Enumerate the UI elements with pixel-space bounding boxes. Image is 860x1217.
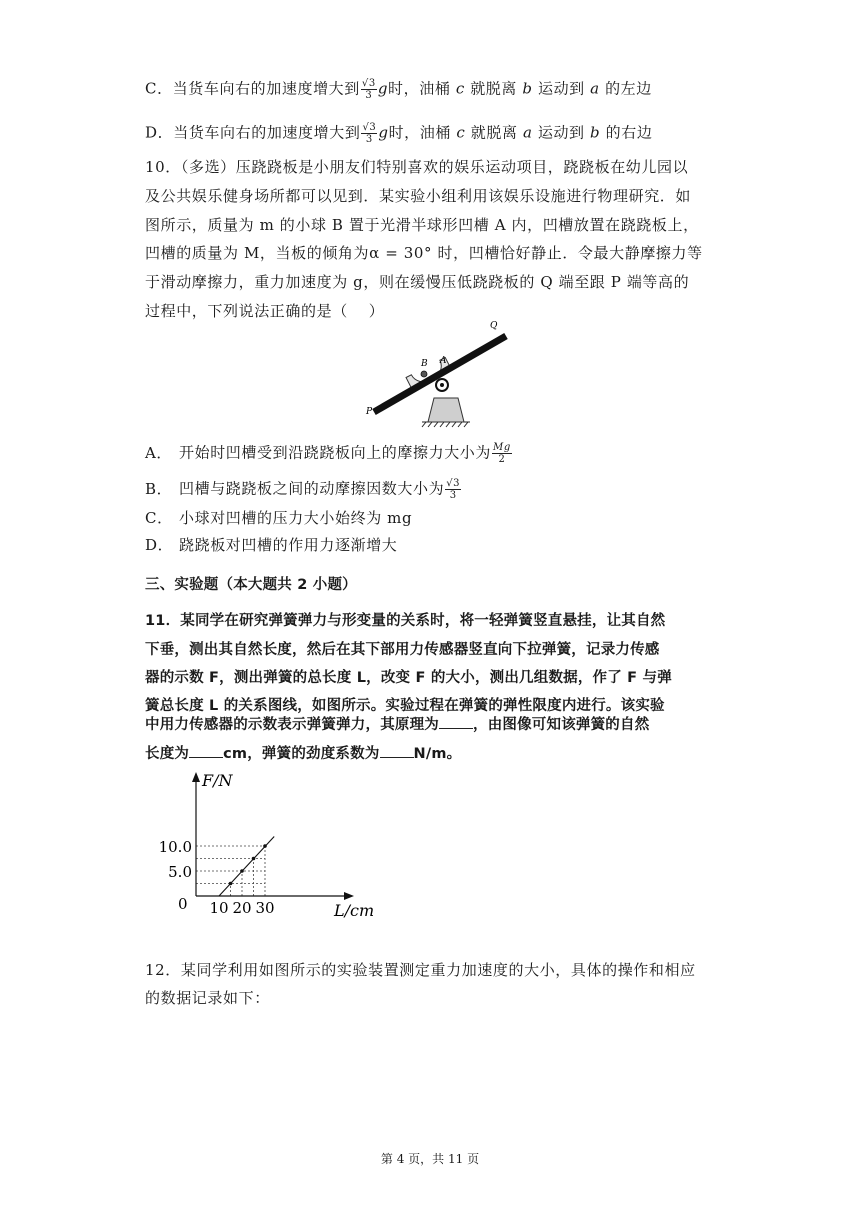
q12-line-2: 的数据记录如下： [145, 989, 270, 1007]
label-q: Q [490, 321, 498, 331]
section-heading: 三、实验题（本大题共 2 小题） [145, 577, 357, 593]
q10-option-c: C． 小球对凹槽的压力大小始终为 mg [145, 509, 413, 527]
q11-line-1: 11．某同学在研究弹簧弹力与形变量的关系时，将一轻弹簧竖直悬挂，让其自然 [145, 613, 666, 629]
q10-line-5: 于滑动摩擦力，重力加速度为 g，则在缓慢压低跷跷板的 Q 端至跟 P 端等高的 [145, 273, 690, 291]
sqrt3-over-3-fraction: $\frac{√3}{3}$ [361, 78, 376, 101]
q10-option-b: B． 凹槽与跷跷板之间的动摩擦因数大小为 $\frac{√3}{3}$ [145, 478, 461, 501]
ground-hatch [422, 422, 470, 427]
chart-guides [196, 846, 265, 896]
page-footer: 第 4 页，共 11 页 [380, 1152, 480, 1166]
sqrt3-over-3-fraction: $\frac{√3}{3}$ [446, 478, 461, 501]
x-tick-label: 20 [232, 899, 252, 917]
label-p: P [366, 407, 373, 417]
answer-blank-length[interactable] [189, 743, 223, 758]
q10-option-d: D． 跷跷板对凹槽的作用力逐渐增大 [145, 536, 398, 554]
q10-line-3: 图所示，质量为 m 的小球 B 置于光滑半球形凹槽 A 内，凹槽放置在跷跷板上， [145, 216, 699, 234]
data-point [229, 882, 233, 886]
x-axis-label: L/cm [334, 901, 375, 920]
q10-line-4: 凹槽的质量为 M，当板的倾角为α = 30° 时，凹槽恰好静止．令最大静摩擦力等 [145, 244, 703, 262]
answer-blank-stiffness[interactable] [380, 743, 414, 758]
data-point [252, 857, 256, 861]
ball-b [421, 371, 427, 377]
chart-axes [192, 772, 354, 900]
x-axis-arrow-icon [344, 892, 354, 900]
q9-option-d: D．当货车向右的加速度增大到 $\frac{√3}{3}$ g时，油桶 c 就脱离 a 运动到 b 的右边 [145, 122, 653, 145]
y-tick-label: 5.0 [168, 863, 192, 881]
q10-line-1: 10．（多选）压跷跷板是小朋友们特别喜欢的娱乐运动项目，跷跷板在幼儿园以 [145, 158, 689, 176]
x-tick-label: 30 [255, 899, 275, 917]
q10-line-6: 过程中，下列说法正确的是（ ） [145, 302, 385, 320]
y-axis-arrow-icon [192, 772, 200, 782]
seesaw-figure [360, 318, 520, 428]
q10-option-a: A． 开始时凹槽受到沿跷跷板向上的摩擦力大小为 $\frac{Mg}{2}$ [145, 442, 511, 465]
q10-line-2: 及公共娱乐健身场所都可以见到．某实验小组利用该娱乐设施进行物理研究．如 [145, 187, 692, 205]
sqrt3-over-3-fraction: $\frac{√3}{3}$ [362, 122, 377, 145]
mg-over-2-fraction: $\frac{Mg}{2}$ [493, 442, 511, 465]
q11-line-4: 簧总长度 L 的关系图线，如图所示。实验过程在弹簧的弹性限度内进行。该实验 [145, 698, 665, 714]
q12-line-1: 12．某同学利用如图所示的实验装置测定重力加速度的大小，具体的操作和相应 [145, 961, 696, 979]
force-length-chart [140, 770, 380, 920]
seesaw-support [428, 398, 464, 422]
label-b: B [421, 359, 428, 369]
origin-label: 0 [178, 895, 188, 913]
y-tick-label: 10.0 [158, 838, 192, 856]
x-tick-label: 10 [209, 899, 229, 917]
q11-line-6: 长度为 cm，弹簧的劲度系数为 N/m。 [145, 743, 461, 764]
data-point [240, 869, 244, 873]
answer-blank-principle[interactable] [439, 714, 473, 729]
label-a: A [440, 356, 447, 366]
q9-option-c: C．当货车向右的加速度增大到 $\frac{√3}{3}$ g时，油桶 c 就脱离 b 运动到 a 的左边 [145, 78, 652, 101]
q11-line-2: 下垂，测出其自然长度，然后在其下部用力传感器竖直向下拉弹簧，记录力传感 [145, 642, 660, 658]
q11-line-3: 器的示数 F，测出弹簧的总长度 L，改变 F 的大小，测出几组数据，作了 F 与弹 [145, 670, 672, 686]
pivot-center [440, 383, 444, 387]
chart-series [219, 837, 274, 897]
data-point [263, 844, 267, 848]
y-axis-label: F/N [202, 771, 233, 790]
q11-line-5: 中用力传感器的示数表示弹簧弹力，其原理为 ，由图像可知该弹簧的自然 [145, 714, 649, 735]
